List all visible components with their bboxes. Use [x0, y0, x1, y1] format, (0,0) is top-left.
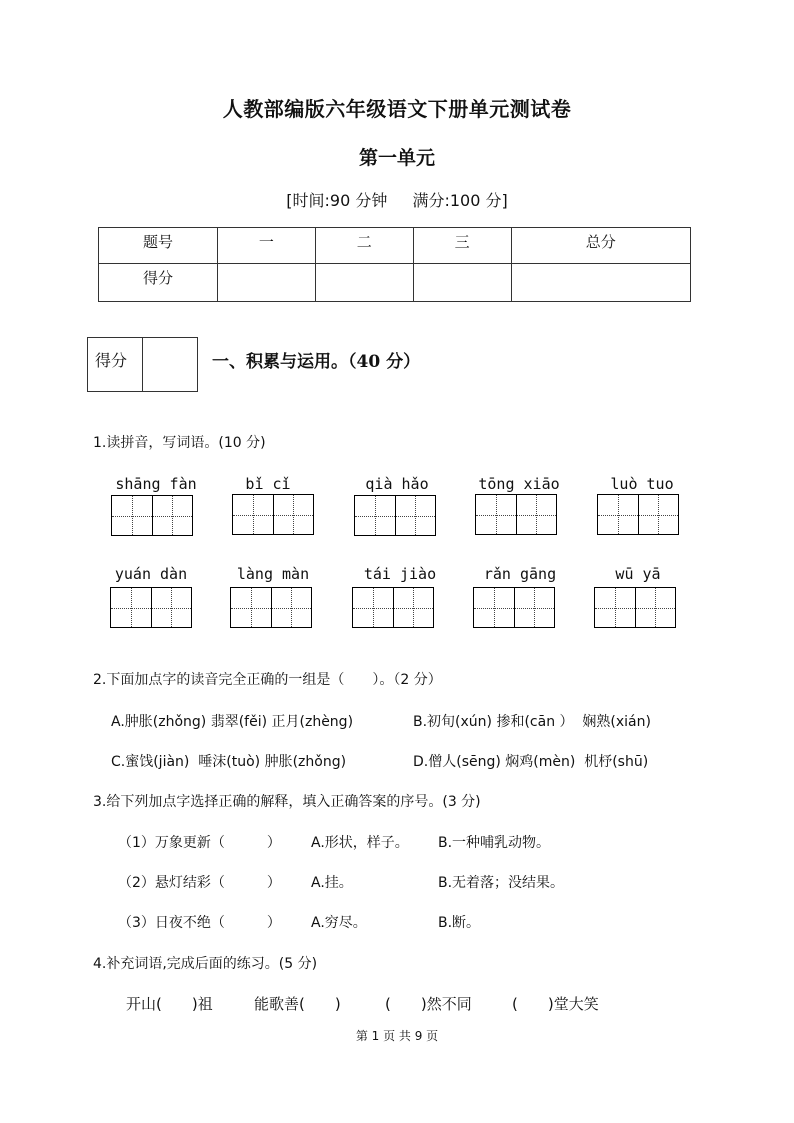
writing-grid[interactable]	[473, 587, 555, 628]
time-limit: [时间:90 分钟	[286, 191, 388, 210]
table-row	[99, 228, 691, 264]
exam-title: 人教部编版六年级语文下册单元测试卷	[222, 97, 572, 121]
table-cell: 题号	[99, 228, 218, 264]
pinyin-label: yuán dàn	[114, 565, 188, 583]
pinyin-label: tōng xiāo	[478, 475, 560, 493]
question-4-prompt: 4.补充词语,完成后面的练习。(5 分)	[93, 956, 318, 972]
writing-grid[interactable]	[111, 495, 193, 536]
pinyin-label: shāng fàn	[115, 475, 197, 493]
table-row	[99, 264, 691, 302]
writing-grid[interactable]	[352, 587, 434, 628]
option-c[interactable]: C.蜜饯(jiàn) 唾沫(tuò) 肿胀(zhǒng)	[111, 754, 347, 770]
q3-item-option-b: B.一种哺乳动物。	[438, 835, 551, 851]
q3-item-word[interactable]: （2）悬灯结彩（ ）	[118, 875, 281, 891]
idiom-fill-item[interactable]: 能歌善( )	[254, 995, 341, 1013]
score-input-cell[interactable]	[413, 264, 511, 302]
q3-item-word[interactable]: （1）万象更新（ ）	[118, 835, 281, 851]
question-2-prompt: 2.下面加点字的读音完全正确的一组是（ ）。（2 分）	[93, 672, 442, 688]
pinyin-label: tái jiào	[363, 565, 437, 583]
time-info	[0, 188, 794, 211]
pinyin-label: bǐ cǐ	[245, 475, 291, 493]
writing-grid[interactable]	[110, 587, 192, 628]
idiom-fill-item[interactable]: ( )堂大笑	[512, 995, 599, 1013]
q3-item-word[interactable]: （3）日夜不绝（ ）	[118, 915, 281, 931]
page-footer: 第 1 页 共 9 页	[355, 1029, 439, 1043]
table-cell: 得分	[99, 264, 218, 302]
q3-item-option-a: A.穷尽。	[311, 915, 367, 931]
score-input-cell[interactable]	[511, 264, 690, 302]
table-cell: 总分	[511, 228, 690, 264]
pinyin-label: wū yā	[615, 565, 661, 583]
idiom-fill-item[interactable]: ( )然不同	[385, 995, 472, 1013]
q3-item-option-b: B.断。	[438, 915, 481, 931]
table-cell: 三	[413, 228, 511, 264]
unit-title: 第一单元	[358, 147, 435, 169]
full-score: 满分:100 分]	[412, 191, 508, 210]
q3-item-option-a: A.形状，样子。	[311, 835, 409, 851]
writing-grid[interactable]	[597, 494, 679, 535]
writing-grid[interactable]	[232, 494, 314, 535]
score-input-cell[interactable]	[315, 264, 413, 302]
idiom-fill-item[interactable]: 开山( )祖	[126, 995, 213, 1013]
score-input-cell[interactable]	[218, 264, 316, 302]
pinyin-label: rǎn gāng	[483, 565, 557, 583]
pinyin-label: luò tuo	[610, 475, 674, 493]
pinyin-label: qià hǎo	[365, 475, 429, 493]
pinyin-label: làng màn	[236, 565, 310, 583]
option-d[interactable]: D.僧人(sēng) 焖鸡(mèn) 机杼(shū)	[413, 754, 649, 770]
q3-item-option-a: A.挂。	[311, 875, 353, 891]
writing-grid[interactable]	[230, 587, 312, 628]
section-score-box	[87, 337, 198, 392]
section-score-input[interactable]	[143, 338, 197, 391]
writing-grid[interactable]	[354, 495, 436, 536]
table-cell: 一	[218, 228, 316, 264]
section-score-label: 得分	[88, 338, 143, 391]
table-cell: 二	[315, 228, 413, 264]
section-title: 一、积累与运用。（40 分）	[212, 352, 421, 372]
option-a[interactable]: A.肿胀(zhǒng) 翡翠(fěi) 正月(zhèng)	[111, 714, 354, 730]
writing-grid[interactable]	[594, 587, 676, 628]
q3-item-option-b: B.无着落；没结果。	[438, 875, 565, 891]
question-3-prompt: 3.给下列加点字选择正确的解释，填入正确答案的序号。(3 分)	[93, 794, 481, 810]
question-1-prompt: 1.读拼音，写词语。(10 分)	[93, 435, 266, 451]
score-table	[98, 227, 691, 302]
writing-grid[interactable]	[475, 494, 557, 535]
option-b[interactable]: B.初旬(xún) 掺和(cān ） 娴熟(xián)	[413, 714, 651, 730]
